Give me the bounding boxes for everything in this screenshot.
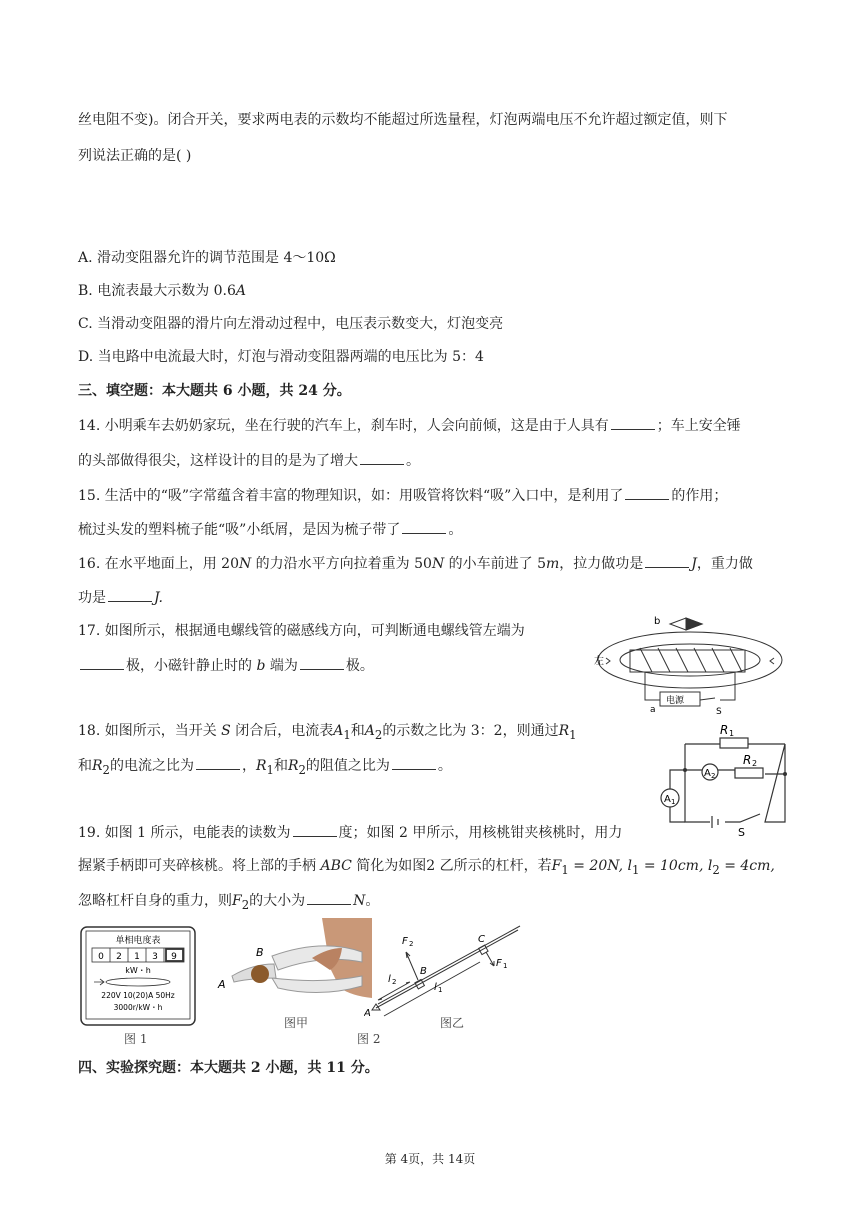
lever-l1-label: l: [434, 982, 437, 993]
meter-spec-1: 220V 10(20)A 50Hz: [101, 991, 175, 1000]
r1-subscript: 1: [729, 729, 735, 738]
lever-c-label: C: [478, 934, 485, 945]
meter-digit: 9: [171, 952, 177, 962]
answer-blank[interactable]: [196, 755, 240, 770]
switch-label: S: [738, 826, 745, 839]
a2-label: A: [704, 768, 711, 779]
lever-l2-subscript: 2: [392, 978, 397, 986]
section-4-header: 四、实验探究题：本大题共 2 小题，共 11 分。: [78, 1060, 379, 1076]
q15-line-2: 梳过头发的塑料梳子能“吸”小纸屑，是因为梳子带了 。: [78, 519, 462, 540]
lever-b-label: B: [420, 966, 427, 977]
a2-subscript: 2: [711, 772, 716, 780]
meter-title: 单相电度表: [115, 936, 161, 946]
question-continuation-line-2: 列说法正确的是( ): [78, 148, 192, 164]
r2-subscript: 2: [752, 759, 758, 768]
solenoid-figure: [590, 612, 790, 722]
q17-line-1: 17. 如图所示，根据通电螺线管的磁感线方向，可判断通电螺线管左端为: [78, 623, 525, 639]
page-footer: 第 4页，共 14页: [384, 1152, 476, 1166]
lever-f1-subscript: 1: [503, 962, 508, 970]
q19-line-1: 19. 如图 1 所示，电能表的读数为 度；如图 2 甲所示，用核桃钳夹核桃时，用力: [78, 822, 622, 843]
fig1-caption: 图 1: [124, 1032, 148, 1046]
q16-line-1: 16. 在水平地面上，用 20N 的力沿水平方向拉着重为 50N 的小车前进了 5m，拉力做功是 J，重力做: [78, 553, 753, 574]
fig-yi-caption: 图乙: [440, 1016, 465, 1030]
q14-line-1: 14. 小明乘车去奶奶家玩，坐在行驶的汽车上，刹车时，人会向前倾，这是由于人具有 ；车上安全锤: [78, 415, 741, 436]
answer-blank[interactable]: [300, 655, 344, 670]
q18-line-1: 18. 如图所示，当开关 S 闭合后，电流表$A_1$和$A_2$的示数之比为 3：2，则通过$R_1$: [78, 723, 577, 742]
answer-blank[interactable]: [625, 485, 669, 500]
answer-blank[interactable]: [307, 890, 351, 905]
a1-label: A: [664, 794, 671, 805]
answer-blank[interactable]: [360, 450, 404, 465]
q19-line-2: 握紧手柄即可夹碎核桃。将上部的手柄 ABC 简化为如图2 乙所示的杠杆，若$F_1 = 20N$, $l_1 = 10cm$, $l_2 = 4cm$,: [78, 858, 775, 877]
r1-label: R: [720, 723, 729, 737]
energy-meter-figure: [80, 926, 196, 1026]
answer-blank[interactable]: [108, 587, 152, 602]
answer-blank[interactable]: [293, 822, 337, 837]
answer-blank[interactable]: [645, 553, 689, 568]
q16-line-2: 功是 J.: [78, 587, 163, 608]
lever-f1-label: F: [496, 958, 502, 969]
plier-label-a: A: [218, 978, 226, 991]
lever-f2-label: F: [402, 936, 408, 947]
option-d: D. 当电路中电流最大时，灯泡与滑动变阻器两端的电压比为 5：4: [78, 349, 484, 365]
section-3-header: 三、填空题：本大题共 6 小题，共 24 分。: [78, 383, 351, 399]
q19-line-3: 忽略杠杆自身的重力，则$F_2$的大小为 N。: [78, 890, 379, 915]
question-continuation-line-1: 丝电阻不变)。闭合开关，要求两电表的示数均不能超过所选量程，灯泡两端电压不允许超过额定值，则下: [78, 112, 728, 128]
q14-line-2: 的头部做得很尖，这样设计的目的是为了增大 。: [78, 450, 420, 471]
parallel-circuit-figure: [650, 722, 820, 842]
lever-diagram: [364, 922, 534, 1022]
meter-spec-2: 3000r/kW・h: [113, 1003, 163, 1012]
plier-label-b: B: [256, 946, 264, 959]
answer-blank[interactable]: [80, 655, 124, 670]
walnut-cracker-photo: [212, 918, 372, 1010]
answer-blank[interactable]: [392, 755, 436, 770]
q18-line-2: 和$R_2$的电流之比为 ，$R_1$和$R_2$的阻值之比为 。: [78, 755, 452, 780]
power-label: 电源: [666, 696, 685, 706]
fig2-caption: 图 2: [357, 1032, 381, 1046]
meter-digit: 0: [98, 952, 104, 962]
answer-blank[interactable]: [402, 519, 446, 534]
option-b: B. 电流表最大示数为 0.6A: [78, 283, 247, 299]
answer-blank[interactable]: [611, 415, 655, 430]
meter-digit: 2: [116, 952, 122, 962]
lever-a-label: A: [364, 1008, 371, 1019]
meter-unit: kW・h: [125, 966, 151, 975]
q17-line-2: 极，小磁针静止时的 b 端为 极。: [78, 655, 374, 676]
lever-l1-subscript: 1: [438, 986, 443, 994]
terminal-a-label: a: [650, 705, 656, 715]
lever-l2-label: l: [388, 974, 391, 985]
a1-subscript: 1: [671, 798, 676, 806]
option-c: C. 当滑动变阻器的滑片向左滑动过程中，电压表示数变大，灯泡变亮: [78, 316, 504, 332]
fig-jia-caption: 图甲: [284, 1016, 309, 1030]
meter-digit: 1: [134, 952, 140, 962]
q15-line-1: 15. 生活中的“吸”字常蕴含着丰富的物理知识，如：用吸管将饮料“吸”入口中，是利用了 的作用；: [78, 485, 727, 506]
meter-digit: 3: [152, 952, 158, 962]
switch-s-label: S: [716, 707, 722, 717]
lever-f2-subscript: 2: [409, 940, 414, 948]
option-a: A. 滑动变阻器允许的调节范围是 4～10Ω: [78, 250, 336, 266]
solenoid-left-label: 左: [594, 656, 604, 667]
r2-label: R: [743, 753, 752, 767]
needle-b-label: b: [654, 616, 661, 627]
